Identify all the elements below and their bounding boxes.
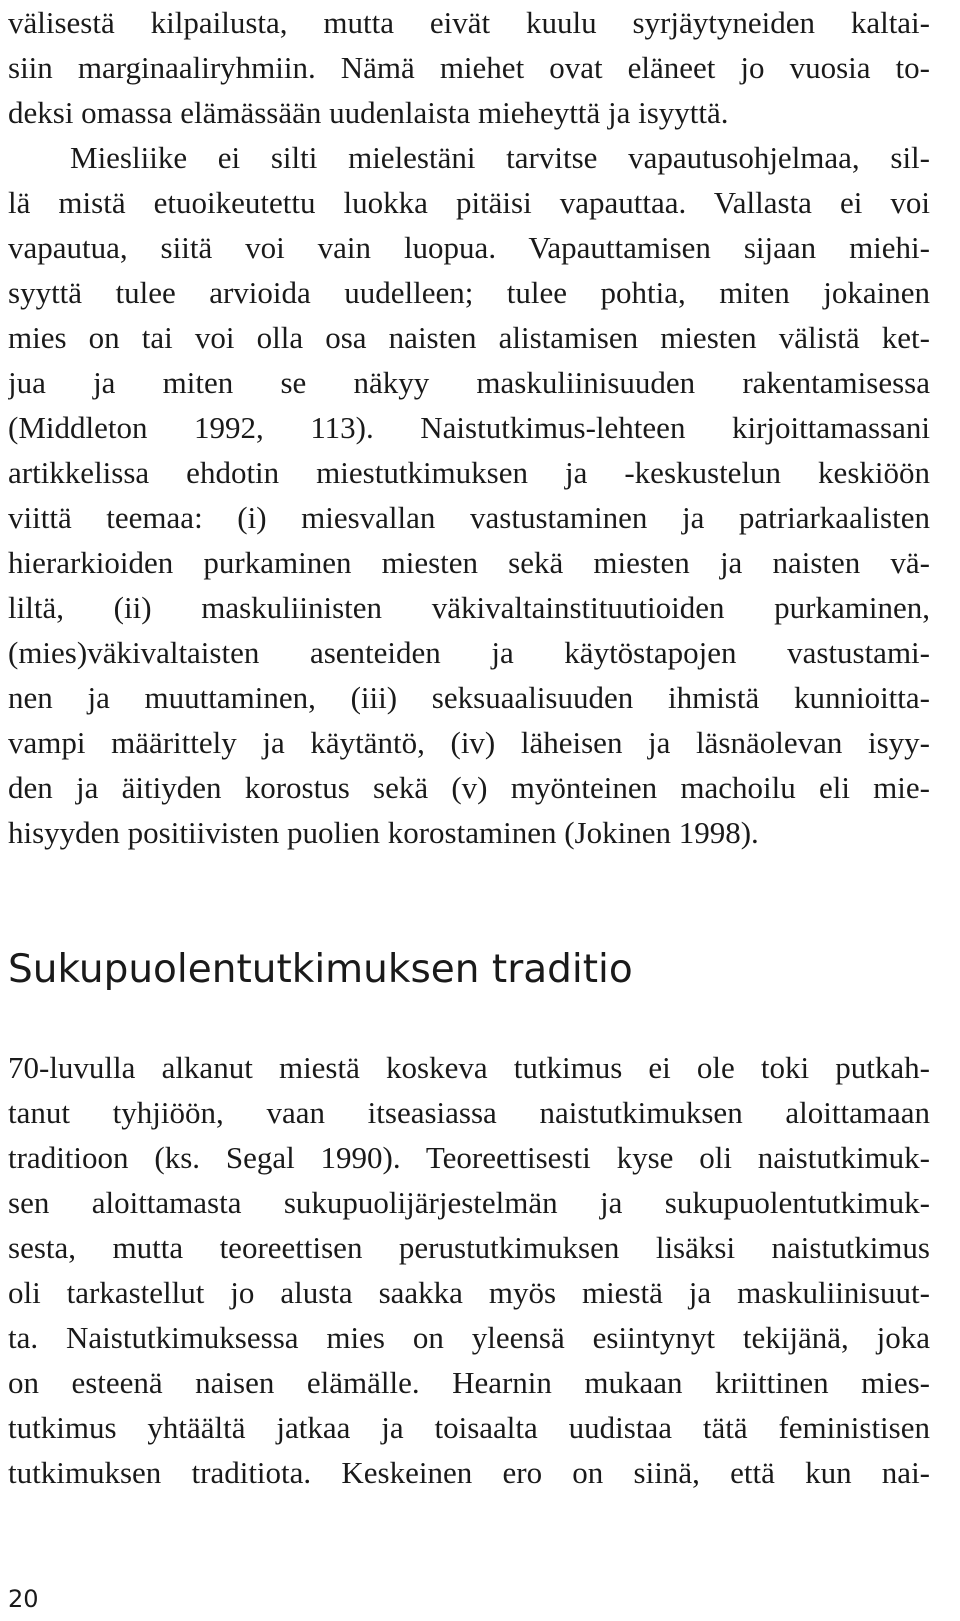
text-line: traditioon (ks. Segal 1990). Teoreettisesti kyse oli naistutkimuk-	[8, 1140, 930, 1175]
text-line: hierarkioiden purkaminen miesten sekä miesten ja naisten vä-	[8, 545, 930, 580]
text-line: on esteenä naisen elämälle. Hearnin mukaan kriittinen mies-	[8, 1365, 930, 1400]
text-line: Miesliike ei silti mielestäni tarvitse vapautusohjelmaa, sil-	[70, 140, 930, 175]
text-line: lä mistä etuoikeutettu luokka pitäisi vapauttaa. Vallasta ei voi	[8, 185, 930, 220]
text-line: 70-luvulla alkanut miestä koskeva tutkimus ei ole toki putkah-	[8, 1050, 930, 1085]
text-line: tanut tyhjiöön, vaan itseasiassa naistutkimuksen aloittamaan	[8, 1095, 930, 1130]
text-line: viittä teemaa: (i) miesvallan vastustaminen ja patriarkaalisten	[8, 500, 930, 535]
text-line: deksi omassa elämässään uudenlaista mieheyttä ja isyyttä.	[8, 95, 729, 130]
text-line: liltä, (ii) maskuliinisten väkivaltainstituutioiden purkaminen,	[8, 590, 930, 625]
text-line: artikkelissa ehdotin miestutkimuksen ja -keskustelun keskiöön	[8, 455, 930, 490]
text-line: syyttä tulee arvioida uudelleen; tulee pohtia, miten jokainen	[8, 275, 930, 310]
text-line: sen aloittamasta sukupuolijärjestelmän ja sukupuolentutkimuk-	[8, 1185, 930, 1220]
text-line: mies on tai voi olla osa naisten alistamisen miesten välistä ket-	[8, 320, 930, 355]
text-line: tutkimuksen traditiota. Keskeinen ero on siinä, että kun nai-	[8, 1455, 930, 1490]
text-line: den ja äitiyden korostus sekä (v) myönteinen machoilu eli mie-	[8, 770, 930, 805]
text-line: siin marginaaliryhmiin. Nämä miehet ovat eläneet jo vuosia to-	[8, 50, 930, 85]
text-line: nen ja muuttaminen, (iii) seksuaalisuuden ihmistä kunnioitta-	[8, 680, 930, 715]
section-heading: Sukupuolentutkimuksen traditio	[8, 947, 633, 992]
text-line: vapautua, siitä voi vain luopua. Vapauttamisen sijaan miehi-	[8, 230, 930, 265]
page-number: 20	[8, 1585, 39, 1613]
section-paragraph	[8, 1045, 930, 1495]
text-line: oli tarkastellut jo alusta saakka myös miestä ja maskuliinisuut-	[8, 1275, 930, 1310]
text-line: (Middleton 1992, 113). Naistutkimus-lehteen kirjoittamassani	[8, 410, 930, 445]
text-line: sesta, mutta teoreettisen perustutkimuksen lisäksi naistutkimus	[8, 1230, 930, 1265]
text-line: vampi määrittely ja käytäntö, (iv) läheisen ja läsnäolevan isyy-	[8, 725, 930, 760]
text-line: tutkimus yhtäältä jatkaa ja toisaalta uudistaa tätä feministisen	[8, 1410, 930, 1445]
text-line: jua ja miten se näkyy maskuliinisuuden rakentamisessa	[8, 365, 930, 400]
paragraph-continuation	[8, 0, 930, 855]
text-line: hisyyden positiivisten puolien korostaminen (Jokinen 1998).	[8, 815, 759, 850]
text-line: (mies)väkivaltaisten asenteiden ja käytöstapojen vastustami-	[8, 635, 930, 670]
text-line: ta. Naistutkimuksessa mies on yleensä esiintynyt tekijänä, joka	[8, 1320, 930, 1355]
text-line: välisestä kilpailusta, mutta eivät kuulu syrjäytyneiden kaltai-	[8, 5, 930, 40]
